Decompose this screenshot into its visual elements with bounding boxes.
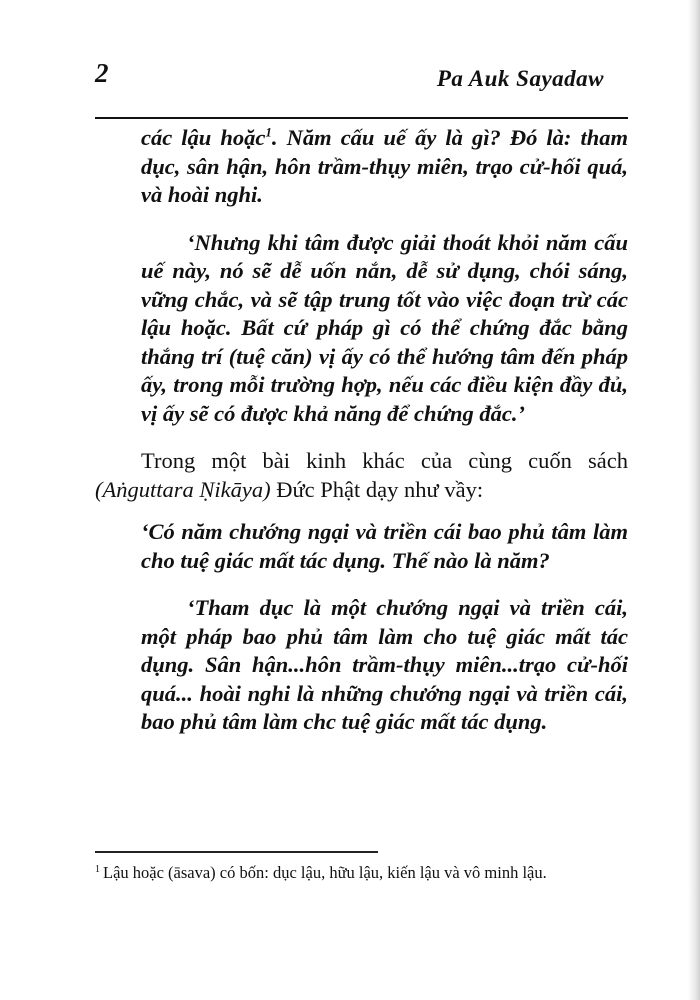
footnote [95, 860, 615, 886]
narrative-paragraph [95, 447, 628, 504]
quote-paragraph-liberated-mind: ‘Nhưng khi tâm được giải thoát khỏi năm cấu uế này, nó sẽ dễ uốn nắn, dễ sử dụng, chói sáng, vững chắc, và sẽ tập trung tốt vào việc đoạn trừ các lậu hoặc. Bất cứ pháp gì có thể chứng đắc bằng thắng trí (tuệ căn) vị ấy có thể hướng tâm đến pháp ấy, trong mỗi trường hợp, nếu các điều kiện đầy đủ, vị ấy sẽ có được khả năng để chứng đắc.’ [141, 229, 628, 426]
page-number: 2 [95, 58, 109, 88]
footnote-rule [95, 851, 378, 853]
footnote-reference: 1 [265, 124, 272, 140]
page-edge-shadow [688, 0, 700, 1000]
quote-paragraph-five-hindrances: ‘Có năm chướng ngại và triền cái bao phủ tâm làm cho tuệ giác mất tác dụng. Thế nào là năm? [141, 519, 628, 573]
paragraph-continuation-rest: . Năm cấu uế ấy là gì? Đó là: tham dục, sân hận, hôn trầm-thụy miên, trạo cử-hối quá, và hoài nghi. [141, 125, 628, 207]
quote-paragraph-sensual-desire: ‘Tham dục là một chướng ngại và triền cái, một pháp bao phủ tâm làm cho tuệ giác mất tác dụng. Sân hận...hôn trầm-thụy miên...trạo cử-hối quá... hoài nghi là những chướng ngại và triền cái, bao phủ tâm làm chc tuệ giác mất tác dụng. [141, 595, 628, 734]
footnote-text: Lậu hoặc (āsava) có bốn: dục lậu, hữu lậu, kiến lậu và vô minh lậu. [103, 863, 547, 882]
running-head: Pa Auk Sayadaw [436, 66, 604, 91]
body-text [95, 124, 628, 737]
header-rule [95, 117, 628, 119]
source-title: (Aṅguttara Ṇikāya) [95, 476, 271, 502]
footnote-marker: 1 [95, 863, 100, 875]
paragraph-continuation-start: các lậu hoặc [141, 125, 266, 150]
paragraph-continuation [95, 124, 628, 210]
narrative-text-end: Đức Phật dạy như vầy: [270, 476, 484, 502]
narrative-text-start: Trong một bài kinh khác của cùng cuốn sách [141, 448, 628, 473]
